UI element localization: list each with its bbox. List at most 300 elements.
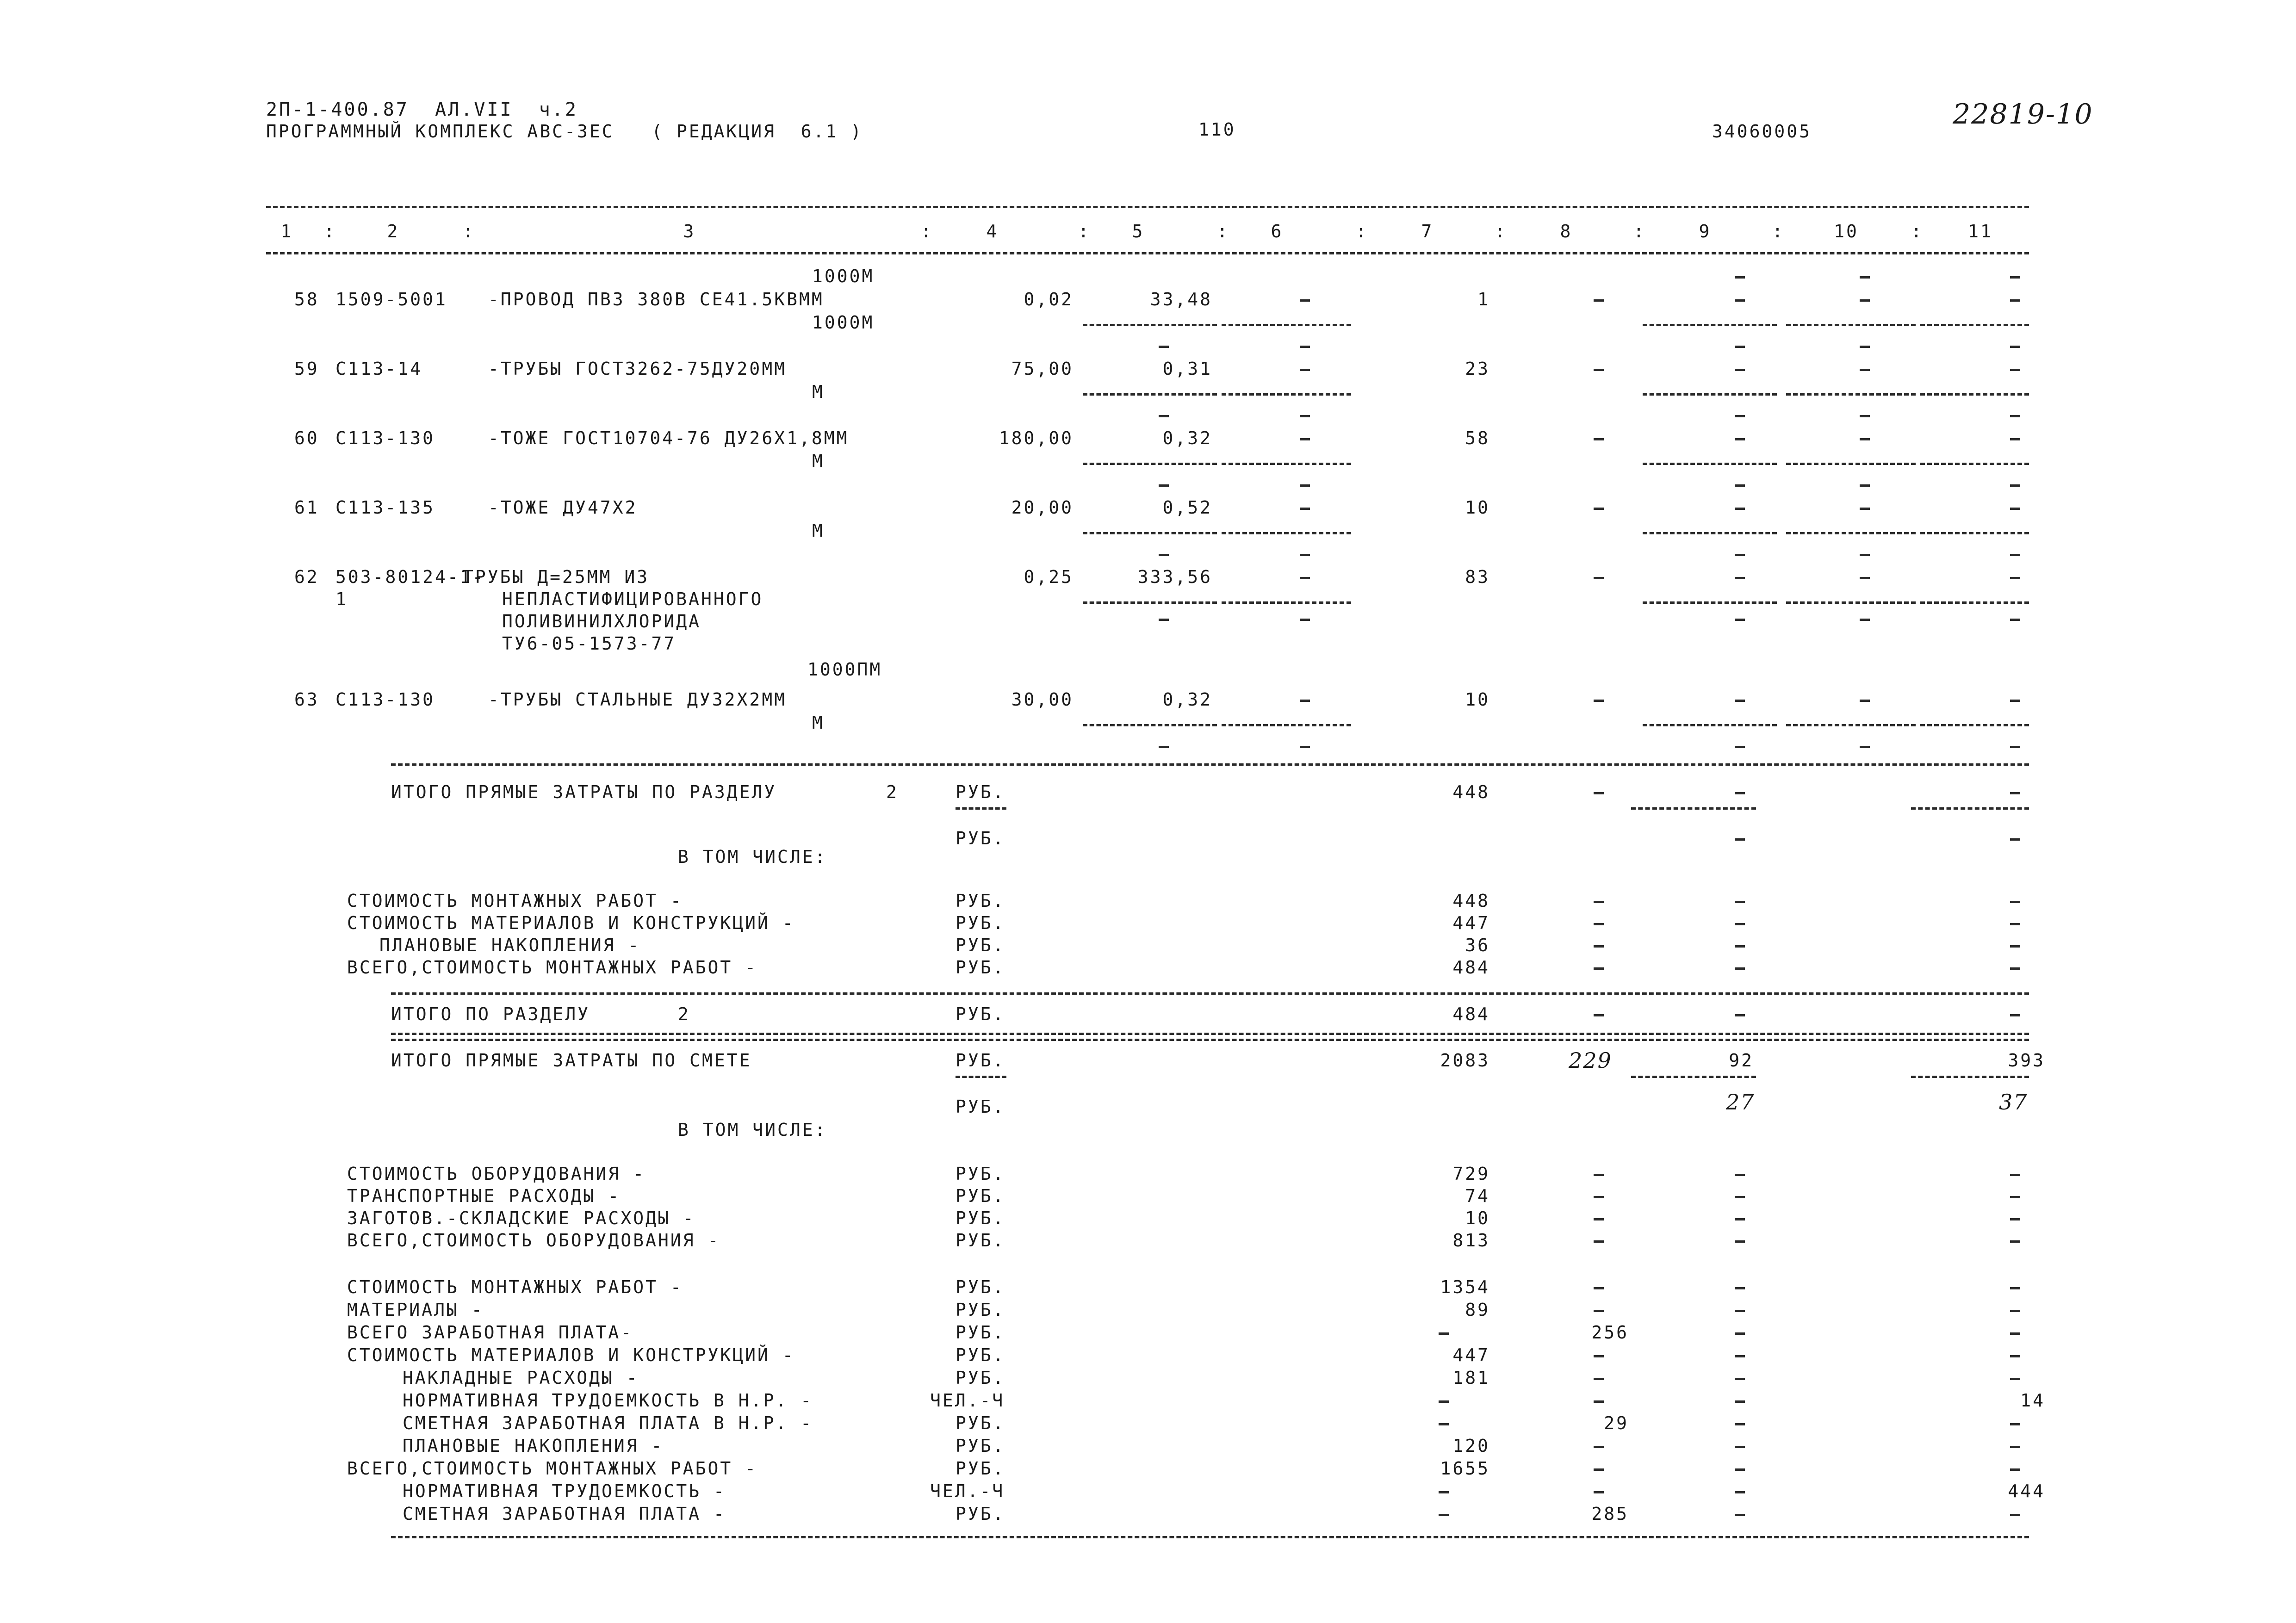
equipment-breakdown-col9 (1735, 1218, 1745, 1220)
col11-subrule (1920, 393, 2029, 396)
section-breakdown-col11 (2010, 967, 2020, 970)
col9-sub (1735, 746, 1745, 748)
col9 (1735, 299, 1745, 302)
document-code: 2П-1-400.87 АЛ.VII ч.2 (266, 99, 578, 120)
works-breakdown-col9 (1735, 1355, 1745, 1357)
column-separator: : (1495, 221, 1507, 242)
row-number: 60 (294, 428, 319, 448)
unit-label: РУБ. (956, 1368, 1005, 1388)
col11-top (2010, 554, 2020, 556)
item-name: ТРУБЫ Д=25ММ ИЗ (463, 567, 650, 587)
column-header-7: 7 (1421, 221, 1434, 242)
col11-subrule (1911, 807, 2029, 810)
col11-subrule (1920, 532, 2029, 534)
col5-sub (1159, 346, 1169, 348)
col5-sub (1159, 415, 1169, 417)
col11-b (2010, 838, 2020, 841)
col11 (2010, 1014, 2020, 1016)
section-breakdown-col8 (1594, 945, 1604, 948)
unit-price: 0,52 (1162, 497, 1212, 518)
col10-subrule (1786, 724, 1916, 726)
header-rule-bottom (266, 252, 2029, 254)
column-separator: : (1772, 221, 1785, 242)
works-breakdown-col7 (1439, 1400, 1449, 1403)
price-subrule (1083, 532, 1217, 534)
works-breakdown-col9 (1735, 1446, 1745, 1448)
col9-subrule (1643, 532, 1777, 534)
column-header-1: 1 (280, 221, 293, 242)
section-total-col7: 448 (1452, 782, 1490, 802)
works-breakdown-col8 (1594, 1491, 1604, 1493)
works-breakdown-label: СТОИМОСТЬ МАТЕРИАЛОВ И КОНСТРУКЦИЙ - (347, 1345, 795, 1365)
col10-top (1860, 484, 1870, 487)
section-breakdown-col7: 36 (1465, 935, 1490, 955)
equipment-breakdown-col7: 74 (1465, 1186, 1490, 1206)
col10 (1860, 299, 1870, 302)
unit-label: РУБ. (956, 1277, 1005, 1297)
works-breakdown-col7 (1439, 1491, 1449, 1493)
works-breakdown-col7: 89 (1465, 1300, 1490, 1320)
equipment-breakdown-label: ТРАНСПОРТНЫЕ РАСХОДЫ - (347, 1186, 621, 1206)
col9-subrule (1643, 393, 1777, 396)
col9 (1735, 508, 1745, 510)
section-breakdown-col11 (2010, 901, 2020, 903)
works-breakdown-col11 (2010, 1310, 2020, 1312)
col6-sub (1300, 619, 1310, 621)
works-breakdown-col9 (1735, 1491, 1745, 1493)
item-name: -ПРОВОД ПВЗ 380В СЕ41.5КВММ (488, 289, 824, 310)
col11-sub (2010, 746, 2020, 748)
col11 (2010, 369, 2020, 371)
section-number: 2 (886, 782, 899, 802)
unit-price: 33,48 (1150, 289, 1212, 310)
section-breakdown-col9 (1735, 901, 1745, 903)
column-header-8: 8 (1560, 221, 1573, 242)
works-breakdown-col9 (1735, 1400, 1745, 1403)
works-breakdown-col11 (2010, 1287, 2020, 1289)
unit-rub: РУБ. (956, 1050, 1005, 1071)
col9 (1735, 369, 1745, 371)
row-number: 62 (294, 567, 319, 587)
works-breakdown-label: СТОИМОСТЬ МОНТАЖНЫХ РАБОТ - (347, 1277, 683, 1297)
section-breakdown-label: ПЛАНОВЫЕ НАКОПЛЕНИЯ - (379, 935, 641, 955)
works-breakdown-col8 (1594, 1378, 1604, 1380)
column-separator: : (463, 221, 475, 242)
page-number: 110 (1198, 119, 1236, 140)
col9-sub (1735, 619, 1745, 621)
program-line: ПРОГРАММНЫЙ КОМПЛЕКС АВС-3ЕС ( РЕДАКЦИЯ 6.1 ) (266, 121, 863, 142)
item-name-cont: ПОЛИВИНИЛХЛОРИДА (502, 611, 701, 632)
col9-subrule (1643, 601, 1777, 604)
column-separator: : (921, 221, 933, 242)
row-number: 58 (294, 289, 319, 310)
item-name: -ТОЖЕ ГОСТ10704-76 ДУ26Х1,8ММ (488, 428, 849, 448)
works-breakdown-label: СМЕТНАЯ ЗАРАБОТНАЯ ПЛАТА В Н.Р. - (403, 1413, 813, 1433)
unit-label: РУБ. (956, 957, 1005, 978)
section-rule (391, 992, 2029, 995)
works-breakdown-col8 (1594, 1287, 1604, 1289)
col9-subrule (1643, 324, 1777, 326)
col7-total: 23 (1465, 359, 1490, 379)
price-subrule (1083, 393, 1217, 396)
price-subrule (1083, 324, 1217, 326)
column-header-2: 2 (387, 221, 400, 242)
works-breakdown-col11 (2010, 1446, 2020, 1448)
col6-subrule (1222, 532, 1351, 534)
works-breakdown-col8: 285 (1591, 1504, 1629, 1524)
col11-subrule (1920, 463, 2029, 465)
estimate-total-col11: 393 (2008, 1050, 2045, 1071)
col6-sub (1300, 484, 1310, 487)
unit-label: М (812, 382, 825, 402)
col11-sub (2010, 619, 2020, 621)
row-number: 61 (294, 497, 319, 518)
item-code: 503-80124-1- (335, 567, 485, 587)
col8 (1594, 792, 1604, 794)
col6-subrule (1222, 724, 1351, 726)
item-code: С113-14 (335, 359, 423, 379)
col6-subrule (1222, 463, 1351, 465)
col9-top (1735, 554, 1745, 556)
col11-subrule (1920, 324, 2029, 326)
section-breakdown-label: СТОИМОСТЬ МАТЕРИАЛОВ И КОНСТРУКЦИЙ - (347, 913, 795, 933)
col6-sub (1300, 554, 1310, 556)
price-subrule (1083, 601, 1217, 604)
estimate-total-col7: 2083 (1440, 1050, 1490, 1071)
works-breakdown-col7: 447 (1452, 1345, 1490, 1365)
col8 (1594, 508, 1604, 510)
estimate-total-col8: 229 (1569, 1048, 1612, 1073)
works-breakdown-label: МАТЕРИАЛЫ - (347, 1300, 484, 1320)
unit-label: 1000ПМ (807, 659, 882, 680)
works-breakdown-col8 (1594, 1446, 1604, 1448)
col5-sub (1159, 619, 1169, 621)
column-separator: : (1078, 221, 1091, 242)
col11-top (2010, 484, 2020, 487)
quantity: 180,00 (999, 428, 1074, 448)
works-breakdown-col9 (1735, 1287, 1745, 1289)
unit-label: М (812, 520, 825, 541)
unit-label: М (812, 451, 825, 471)
col5-sub (1159, 484, 1169, 487)
unit-subrule (956, 807, 1006, 810)
works-breakdown-label: ВСЕГО ЗАРАБОТНАЯ ПЛАТА- (347, 1322, 633, 1343)
section-breakdown-col9 (1735, 967, 1745, 970)
works-breakdown-col8 (1594, 1468, 1604, 1471)
col11 (2010, 508, 2020, 510)
item-name: -ТОЖЕ ДУ47Х2 (488, 497, 638, 518)
section-number: 2 (678, 1004, 690, 1024)
item-name: -ТРУБЫ СТАЛЬНЫЕ ДУ32Х2ММ (488, 689, 787, 710)
unit-label: РУБ. (956, 891, 1005, 911)
item-code: С113-130 (335, 689, 435, 710)
col9-subrule (1631, 807, 1756, 810)
estimate-total-col11-b: 37 (1999, 1090, 2028, 1115)
section-breakdown-col7: 448 (1452, 891, 1490, 911)
item-name-cont: НЕПЛАСТИФИЦИРОВАННОГО (502, 589, 763, 609)
col8 (1594, 1014, 1604, 1016)
section-breakdown-col7: 484 (1452, 957, 1490, 978)
equipment-breakdown-col9 (1735, 1174, 1745, 1176)
unit-label: РУБ. (956, 1164, 1005, 1184)
works-breakdown-col7: 181 (1452, 1368, 1490, 1388)
col11 (2010, 577, 2020, 579)
item-code: 1509-5001 (335, 289, 447, 310)
works-breakdown-col11 (2010, 1332, 2020, 1335)
col8 (1594, 577, 1604, 579)
unit-label: РУБ. (956, 1413, 1005, 1433)
unit-rub: РУБ. (956, 828, 1005, 849)
col11-top (2010, 346, 2020, 348)
section-breakdown-col8 (1594, 901, 1604, 903)
works-breakdown-col11 (2010, 1378, 2020, 1380)
equipment-breakdown-label: ВСЕГО,СТОИМОСТЬ ОБОРУДОВАНИЯ - (347, 1230, 720, 1251)
equipment-breakdown-col11 (2010, 1174, 2020, 1176)
unit-label: РУБ. (956, 1208, 1005, 1228)
including-label: В ТОМ ЧИСЛЕ: (678, 847, 827, 867)
col5-sub (1159, 746, 1169, 748)
quantity: 0,02 (1024, 289, 1074, 310)
equipment-breakdown-col11 (2010, 1196, 2020, 1198)
col9-subrule (1631, 1076, 1756, 1078)
unit-rub: РУБ. (956, 1096, 1005, 1117)
col10-subrule (1786, 463, 1916, 465)
unit-label: РУБ. (956, 1436, 1005, 1456)
section-itogo-label: ИТОГО ПО РАЗДЕЛУ (391, 1004, 590, 1024)
section-total-label: ИТОГО ПРЯМЫЕ ЗАТРАТЫ ПО РАЗДЕЛУ (391, 782, 777, 802)
row-number: 63 (294, 689, 319, 710)
works-breakdown-col8: 29 (1604, 1413, 1629, 1433)
col6-subrule (1222, 324, 1351, 326)
document-number: 34060005 (1712, 121, 1812, 142)
works-breakdown-col8 (1594, 1355, 1604, 1357)
col11 (2010, 700, 2020, 702)
col10 (1860, 577, 1870, 579)
equipment-breakdown-col7: 813 (1452, 1230, 1490, 1251)
unit-rub: РУБ. (956, 782, 1005, 802)
col10-subrule (1786, 532, 1916, 534)
works-breakdown-col9 (1735, 1514, 1745, 1516)
col10 (1860, 700, 1870, 702)
col10-sub (1860, 619, 1870, 621)
section-rule (391, 1033, 2029, 1035)
col6-sub (1300, 746, 1310, 748)
section-breakdown-col11 (2010, 945, 2020, 948)
section-breakdown-col8 (1594, 923, 1604, 925)
col10-top (1860, 346, 1870, 348)
price-subrule (1083, 463, 1217, 465)
unit-label: РУБ. (956, 935, 1005, 955)
estimate-total-label: ИТОГО ПРЯМЫЕ ЗАТРАТЫ ПО СМЕТЕ (391, 1050, 752, 1071)
works-breakdown-label: ВСЕГО,СТОИМОСТЬ МОНТАЖНЫХ РАБОТ - (347, 1458, 757, 1479)
col6-subrule (1222, 601, 1351, 604)
column-header-11: 11 (1968, 221, 1993, 242)
equipment-breakdown-col9 (1735, 1240, 1745, 1243)
unit-label: РУБ. (956, 1300, 1005, 1320)
column-separator: : (1356, 221, 1368, 242)
col11-subrule (1920, 724, 2029, 726)
unit-label: 1000М (812, 312, 875, 333)
col10 (1860, 438, 1870, 440)
works-breakdown-col9 (1735, 1310, 1745, 1312)
column-header-4: 4 (986, 221, 999, 242)
unit-rub: РУБ. (956, 1004, 1005, 1024)
col7-total: 10 (1465, 497, 1490, 518)
equipment-breakdown-col7: 729 (1452, 1164, 1490, 1184)
works-breakdown-col8 (1594, 1310, 1604, 1312)
works-breakdown-col11 (2010, 1514, 2020, 1516)
col9-subrule (1643, 724, 1777, 726)
unit-price: 0,32 (1162, 689, 1212, 710)
works-breakdown-col11 (2010, 1468, 2020, 1471)
section-breakdown-col11 (2010, 923, 2020, 925)
equipment-breakdown-col9 (1735, 1196, 1745, 1198)
col10-top (1860, 554, 1870, 556)
equipment-breakdown-col11 (2010, 1218, 2020, 1220)
col9 (1735, 438, 1745, 440)
col9 (1735, 577, 1745, 579)
equipment-breakdown-col8 (1594, 1196, 1604, 1198)
section-breakdown-col7: 447 (1452, 913, 1490, 933)
equipment-breakdown-col8 (1594, 1174, 1604, 1176)
price-subrule (1083, 724, 1217, 726)
unit-label: ЧЕЛ.-Ч (930, 1481, 1005, 1501)
works-breakdown-col11 (2010, 1355, 2020, 1357)
item-code: С113-135 (335, 497, 435, 518)
unit-label: РУБ. (956, 1186, 1005, 1206)
col10-subrule (1786, 393, 1916, 396)
col7-total: 10 (1465, 689, 1490, 710)
column-separator: : (324, 221, 336, 242)
bottom-rule (391, 1536, 2029, 1538)
unit-price: 333,56 (1137, 567, 1212, 587)
unit-subrule (956, 1076, 1006, 1078)
unit-label: РУБ. (956, 1345, 1005, 1365)
col8 (1594, 700, 1604, 702)
col9-top (1735, 415, 1745, 417)
col7-total: 83 (1465, 567, 1490, 587)
col6-sub (1300, 346, 1310, 348)
col5-sub (1159, 554, 1169, 556)
column-header-5: 5 (1132, 221, 1145, 242)
col11-subrule (1911, 1076, 2029, 1078)
quantity: 0,25 (1024, 567, 1074, 587)
section-breakdown-col8 (1594, 967, 1604, 970)
col9-top (1735, 276, 1745, 279)
unit-price: 0,31 (1162, 359, 1212, 379)
works-breakdown-col7: 1354 (1440, 1277, 1490, 1297)
unit-price: 0,32 (1162, 428, 1212, 448)
works-breakdown-col11: 444 (2008, 1481, 2045, 1501)
works-breakdown-col11: 14 (2020, 1390, 2045, 1411)
unit-label: 1000М (812, 266, 875, 286)
works-breakdown-col9 (1735, 1378, 1745, 1380)
col8 (1594, 438, 1604, 440)
col10 (1860, 508, 1870, 510)
works-breakdown-col9 (1735, 1423, 1745, 1425)
item-name: -ТРУБЫ ГОСТ3262-75ДУ20ММ (488, 359, 787, 379)
works-breakdown-col7: 1655 (1440, 1458, 1490, 1479)
works-breakdown-label: СМЕТНАЯ ЗАРАБОТНАЯ ПЛАТА - (403, 1504, 726, 1524)
col9 (1735, 792, 1745, 794)
col6-subrule (1222, 393, 1351, 396)
works-breakdown-label: ПЛАНОВЫЕ НАКОПЛЕНИЯ - (403, 1436, 664, 1456)
col8 (1594, 369, 1604, 371)
col10-top (1860, 276, 1870, 279)
quantity: 75,00 (1011, 359, 1074, 379)
unit-label: ЧЕЛ.-Ч (930, 1390, 1005, 1411)
col11-subrule (1920, 601, 2029, 604)
item-code-cont: 1 (335, 589, 348, 609)
col9-top (1735, 346, 1745, 348)
works-breakdown-label: НАКЛАДНЫЕ РАСХОДЫ - (403, 1368, 639, 1388)
item-code: С113-130 (335, 428, 435, 448)
col7-total: 58 (1465, 428, 1490, 448)
col9-top (1735, 484, 1745, 487)
works-breakdown-col7: 120 (1452, 1436, 1490, 1456)
item-name-cont: ТУ6-05-1573-77 (502, 633, 676, 654)
col11 (2010, 792, 2020, 794)
equipment-breakdown-label: СТОИМОСТЬ ОБОРУДОВАНИЯ - (347, 1164, 646, 1184)
including-label: В ТОМ ЧИСЛЕ: (678, 1120, 827, 1140)
works-breakdown-label: НОРМАТИВНАЯ ТРУДОЕМКОСТЬ - (403, 1481, 726, 1501)
col10-subrule (1786, 601, 1916, 604)
works-breakdown-col9 (1735, 1468, 1745, 1471)
column-separator: : (1911, 221, 1924, 242)
column-separator: : (1633, 221, 1646, 242)
equipment-breakdown-col8 (1594, 1240, 1604, 1243)
quantity: 20,00 (1011, 497, 1074, 518)
unit-label: РУБ. (956, 1230, 1005, 1251)
estimate-total-col9-b: 27 (1726, 1090, 1755, 1115)
unit-label: РУБ. (956, 1504, 1005, 1524)
unit-label: РУБ. (956, 913, 1005, 933)
col10-subrule (1786, 324, 1916, 326)
col10 (1860, 369, 1870, 371)
section-itogo-col7: 484 (1452, 1004, 1490, 1024)
equipment-breakdown-col7: 10 (1465, 1208, 1490, 1228)
estimate-total-col9: 92 (1729, 1050, 1754, 1071)
section-rule-double (391, 1039, 2029, 1041)
column-header-10: 10 (1834, 221, 1859, 242)
unit-label: РУБ. (956, 1458, 1005, 1479)
column-header-9: 9 (1699, 221, 1712, 242)
header-rule-top (266, 206, 2029, 208)
equipment-breakdown-col8 (1594, 1218, 1604, 1220)
col7-total: 1 (1477, 289, 1490, 310)
col9 (1735, 700, 1745, 702)
col10-top (1860, 415, 1870, 417)
works-breakdown-col8 (1594, 1400, 1604, 1403)
row-number: 59 (294, 359, 319, 379)
column-separator: : (1217, 221, 1229, 242)
section-breakdown-col9 (1735, 945, 1745, 948)
works-breakdown-col9 (1735, 1332, 1745, 1335)
col9-subrule (1643, 463, 1777, 465)
col11 (2010, 299, 2020, 302)
col11-top (2010, 276, 2020, 279)
column-header-3: 3 (683, 221, 696, 242)
section-breakdown-label: СТОИМОСТЬ МОНТАЖНЫХ РАБОТ - (347, 891, 683, 911)
equipment-breakdown-label: ЗАГОТОВ.-СКЛАДСКИЕ РАСХОДЫ - (347, 1208, 695, 1228)
works-breakdown-col8: 256 (1591, 1322, 1629, 1343)
col9-b (1735, 838, 1745, 841)
handwritten-archive-number: 22819-10 (1953, 98, 2093, 130)
equipment-breakdown-col11 (2010, 1240, 2020, 1243)
unit-label: РУБ. (956, 1322, 1005, 1343)
section-rule (391, 763, 2029, 766)
works-breakdown-label: НОРМАТИВНАЯ ТРУДОЕМКОСТЬ В Н.Р. - (403, 1390, 813, 1411)
